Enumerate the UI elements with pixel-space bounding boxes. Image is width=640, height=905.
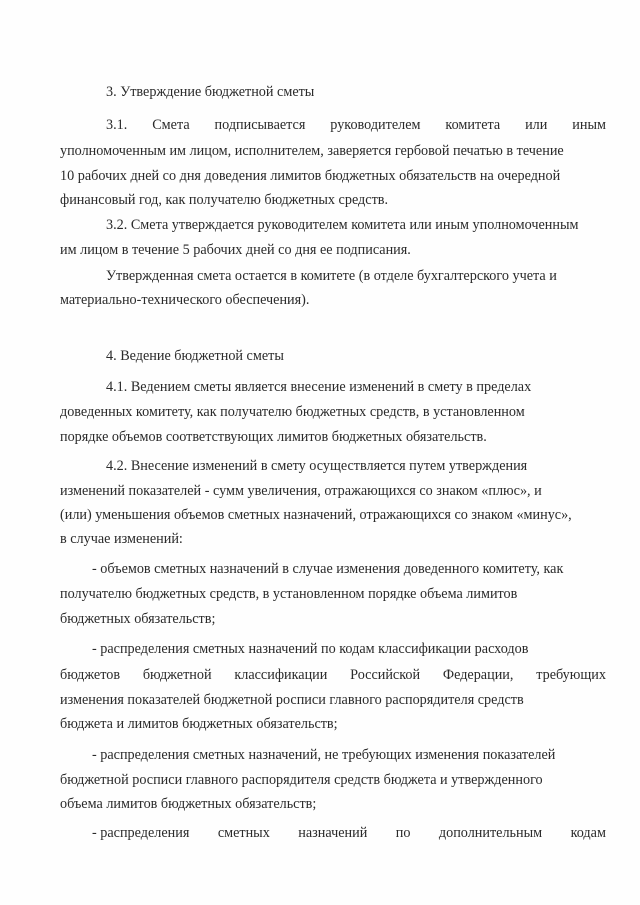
bullet-3-line-1: - распределения сметных назначений, не требующих изменения показателей — [92, 747, 556, 763]
bullet-2-line-1: - распределения сметных назначений по кодам классификации расходов — [92, 641, 529, 657]
bullet-1-line-3: бюджетных обязательств; — [60, 611, 216, 627]
paragraph-4-2-line-1: 4.2. Внесение изменений в смету осуществляется путем утверждения — [106, 458, 528, 474]
paragraph-4-1-line-3: порядке объемов соответствующих лимитов бюджетных обязательств. — [60, 429, 487, 445]
bullet-1-line-1: - объемов сметных назначений в случае изменения доведенного комитету, как — [92, 561, 564, 577]
paragraph-3-2-line-1: 3.2. Смета утверждается руководителем комитета или иным уполномоченным — [106, 217, 579, 233]
bullet-2-line-3: изменения показателей бюджетной росписи главного распорядителя средств — [60, 692, 524, 708]
bullet-3-line-2: бюджетной росписи главного распорядителя средств бюджета и утвержденного — [60, 772, 543, 788]
section-3-heading: 3. Утверждение бюджетной сметы — [106, 84, 315, 100]
paragraph-3-2-line-2: им лицом в течение 5 рабочих дней со дня ее подписания. — [60, 242, 411, 258]
bullet-3-line-3: объема лимитов бюджетных обязательств; — [60, 796, 317, 812]
paragraph-3-1-line-4: финансовый год, как получателю бюджетных средств. — [60, 192, 389, 208]
paragraph-4-1-line-2: доведенных комитету, как получателю бюджетных средств, в установленном — [60, 404, 525, 420]
bullet-2-line-4: бюджета и лимитов бюджетных обязательств; — [60, 716, 338, 732]
bullet-2-line-2: бюджетов бюджетной классификации Российской Федерации, требующих — [60, 667, 606, 683]
bullet-4-line-1: - распределения сметных назначений по дополнительным кодам — [92, 825, 606, 841]
paragraph-4-2-line-2: изменений показателей - сумм увеличения, отражающихся со знаком «плюс», и — [60, 483, 542, 499]
paragraph-3-1-line-2: уполномоченным им лицом, исполнителем, заверяется гербовой печатью в течение — [60, 143, 564, 159]
paragraph-4-2-line-4: в случае изменений: — [60, 531, 183, 547]
paragraph-3-1-line-3: 10 рабочих дней со дня доведения лимитов бюджетных обязательств на очередной — [60, 168, 561, 184]
bullet-1-line-2: получателю бюджетных средств, в установленном порядке объема лимитов — [60, 586, 518, 602]
paragraph-4-2-line-3: (или) уменьшения объемов сметных назначений, отражающихся со знаком «минус», — [60, 507, 572, 523]
paragraph-3-1-line-1: 3.1. Смета подписывается руководителем комитета или иным — [106, 117, 606, 133]
section-4-heading: 4. Ведение бюджетной сметы — [106, 348, 284, 364]
paragraph-4-1-line-1: 4.1. Ведением сметы является внесение изменений в смету в пределах — [106, 379, 532, 395]
paragraph-3-3-line-1: Утвержденная смета остается в комитете (в отделе бухгалтерского учета и — [106, 268, 557, 284]
paragraph-3-3-line-2: материально-технического обеспечения). — [60, 292, 310, 308]
